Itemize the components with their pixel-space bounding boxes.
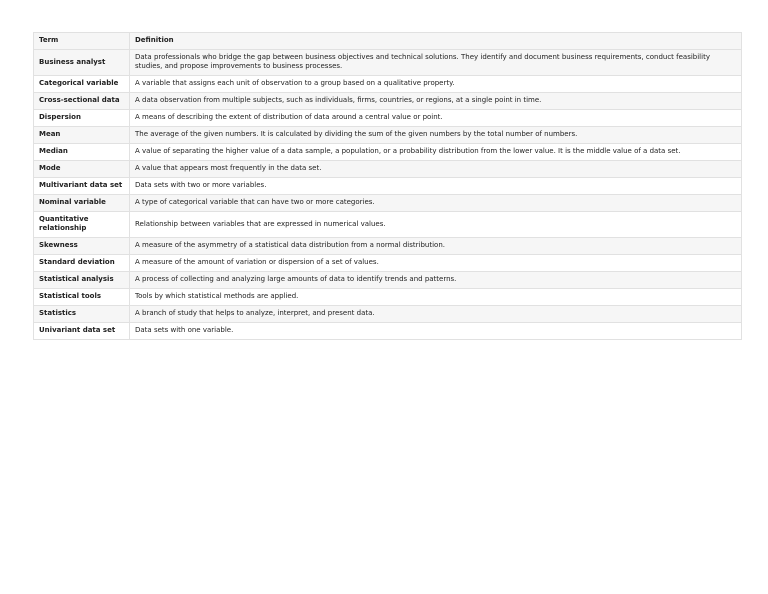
table-row [34,75,742,92]
table-row [34,322,742,339]
definition-cell: A value that appears most frequently in the data set. [130,160,742,177]
term-cell: Dispersion [34,109,130,126]
table-row [34,194,742,211]
definition-cell: A process of collecting and analyzing large amounts of data to identify trends and patterns. [130,271,742,288]
table-row [34,143,742,160]
definition-cell: A branch of study that helps to analyze, interpret, and present data. [130,305,742,322]
definition-cell: Data sets with one variable. [130,322,742,339]
table-row [34,92,742,109]
term-cell: Nominal variable [34,194,130,211]
table-row [34,160,742,177]
definition-cell: Relationship between variables that are expressed in numerical values. [130,211,742,237]
definition-cell: A means of describing the extent of distribution of data around a central value or point. [130,109,742,126]
definition-column-header: Definition [130,33,742,50]
definition-cell: A measure of the asymmetry of a statistical data distribution from a normal distribution. [130,237,742,254]
term-column-header: Term [34,33,130,50]
term-cell: Statistical analysis [34,271,130,288]
table-row [34,177,742,194]
term-cell: Mode [34,160,130,177]
term-cell: Skewness [34,237,130,254]
definition-cell: A variable that assigns each unit of observation to a group based on a qualitative property. [130,75,742,92]
term-cell: Business analyst [34,50,130,76]
table-row [34,126,742,143]
term-cell: Cross-sectional data [34,92,130,109]
table-row [34,305,742,322]
table-row [34,109,742,126]
table-row [34,254,742,271]
term-cell: Multivariant data set [34,177,130,194]
table-row [34,50,742,76]
definition-cell: A value of separating the higher value of a data sample, a population, or a probability distribution from the lower value. It is the middle value of a data set. [130,143,742,160]
term-cell: Mean [34,126,130,143]
glossary-table [33,32,742,340]
table-row [34,211,742,237]
table-row [34,237,742,254]
definition-cell: The average of the given numbers. It is calculated by dividing the sum of the given numbers by the total number of numbers. [130,126,742,143]
definition-cell: A type of categorical variable that can have two or more categories. [130,194,742,211]
definition-cell: A data observation from multiple subjects, such as individuals, firms, countries, or regions, at a single point in time. [130,92,742,109]
term-cell: Statistics [34,305,130,322]
definition-cell: Tools by which statistical methods are applied. [130,288,742,305]
definition-cell: A measure of the amount of variation or dispersion of a set of values. [130,254,742,271]
term-cell: Median [34,143,130,160]
definition-cell: Data sets with two or more variables. [130,177,742,194]
term-cell: Quantitative relationship [34,211,130,237]
definition-cell: Data professionals who bridge the gap between business objectives and technical solutions. They identify and document business requirements, conduct feasibility studies, and propose improvements to business processes. [130,50,742,76]
term-cell: Univariant data set [34,322,130,339]
table-row [34,271,742,288]
table-header-row [34,33,742,50]
table-row [34,288,742,305]
term-cell: Standard deviation [34,254,130,271]
term-cell: Statistical tools [34,288,130,305]
term-cell: Categorical variable [34,75,130,92]
